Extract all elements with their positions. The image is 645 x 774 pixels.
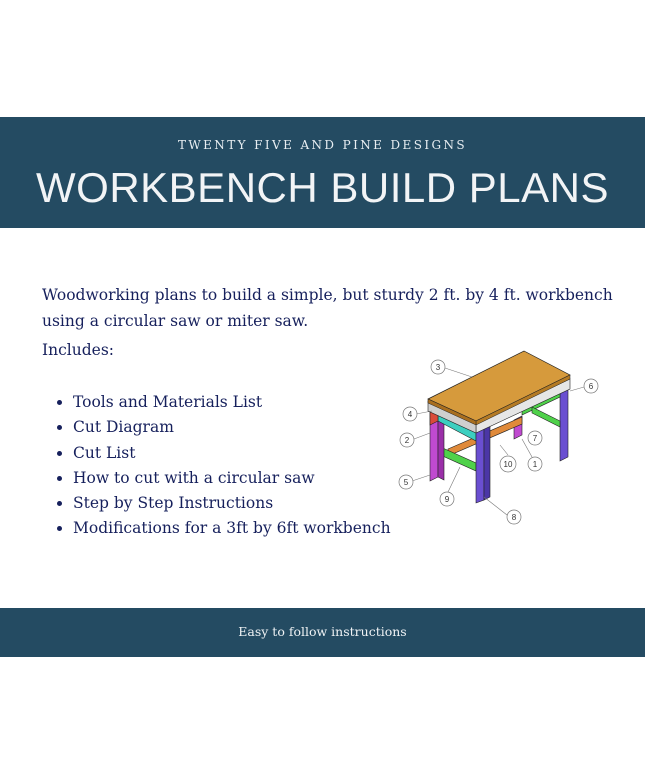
list-item: • Cut Diagram: [73, 415, 391, 440]
callout-5: [399, 475, 430, 489]
page-title: WORKBENCH BUILD PLANS: [36, 164, 609, 211]
callout-label: 10: [503, 460, 513, 469]
callout-4: [403, 407, 432, 421]
callout-10: [500, 445, 516, 472]
footer-tagline: Easy to follow instructions: [238, 624, 407, 639]
intro-paragraph: Woodworking plans to build a simple, but sturdy 2 ft. by 4 ft. workbench using a circular saw or miter saw.: [42, 286, 613, 330]
callout-label: 3: [435, 363, 441, 372]
front-right-leg-side: [484, 422, 490, 500]
lower-side-rail-right: [532, 407, 560, 427]
callout-label: 4: [407, 410, 413, 419]
list-item: • Step by Step Instructions: [73, 491, 391, 516]
brand-name: TWENTY FIVE AND PINE DESIGNS: [178, 138, 467, 152]
workbench-diagram: [392, 345, 610, 530]
includes-list: [42, 390, 391, 542]
callout-label: 7: [532, 434, 538, 443]
callout-6: [570, 379, 598, 393]
callout-label: 9: [444, 495, 450, 504]
callout-8: [484, 497, 521, 524]
callout-label: 2: [404, 436, 410, 445]
callout-label: 5: [403, 478, 409, 487]
list-item: • Cut List: [73, 441, 391, 466]
front-right-leg: [476, 422, 484, 503]
callout-label: 6: [588, 382, 594, 391]
callout-label: 8: [511, 513, 517, 522]
callout-label: 1: [532, 460, 538, 469]
callout-2: [400, 433, 430, 447]
list-item: • Tools and Materials List: [73, 390, 391, 415]
callout-3: [431, 360, 472, 377]
list-item: • Modifications for a 3ft by 6ft workbench: [73, 516, 391, 541]
includes-label: Includes:: [42, 341, 114, 359]
list-item: • How to cut with a circular saw: [73, 466, 391, 491]
callout-7: [528, 431, 542, 445]
